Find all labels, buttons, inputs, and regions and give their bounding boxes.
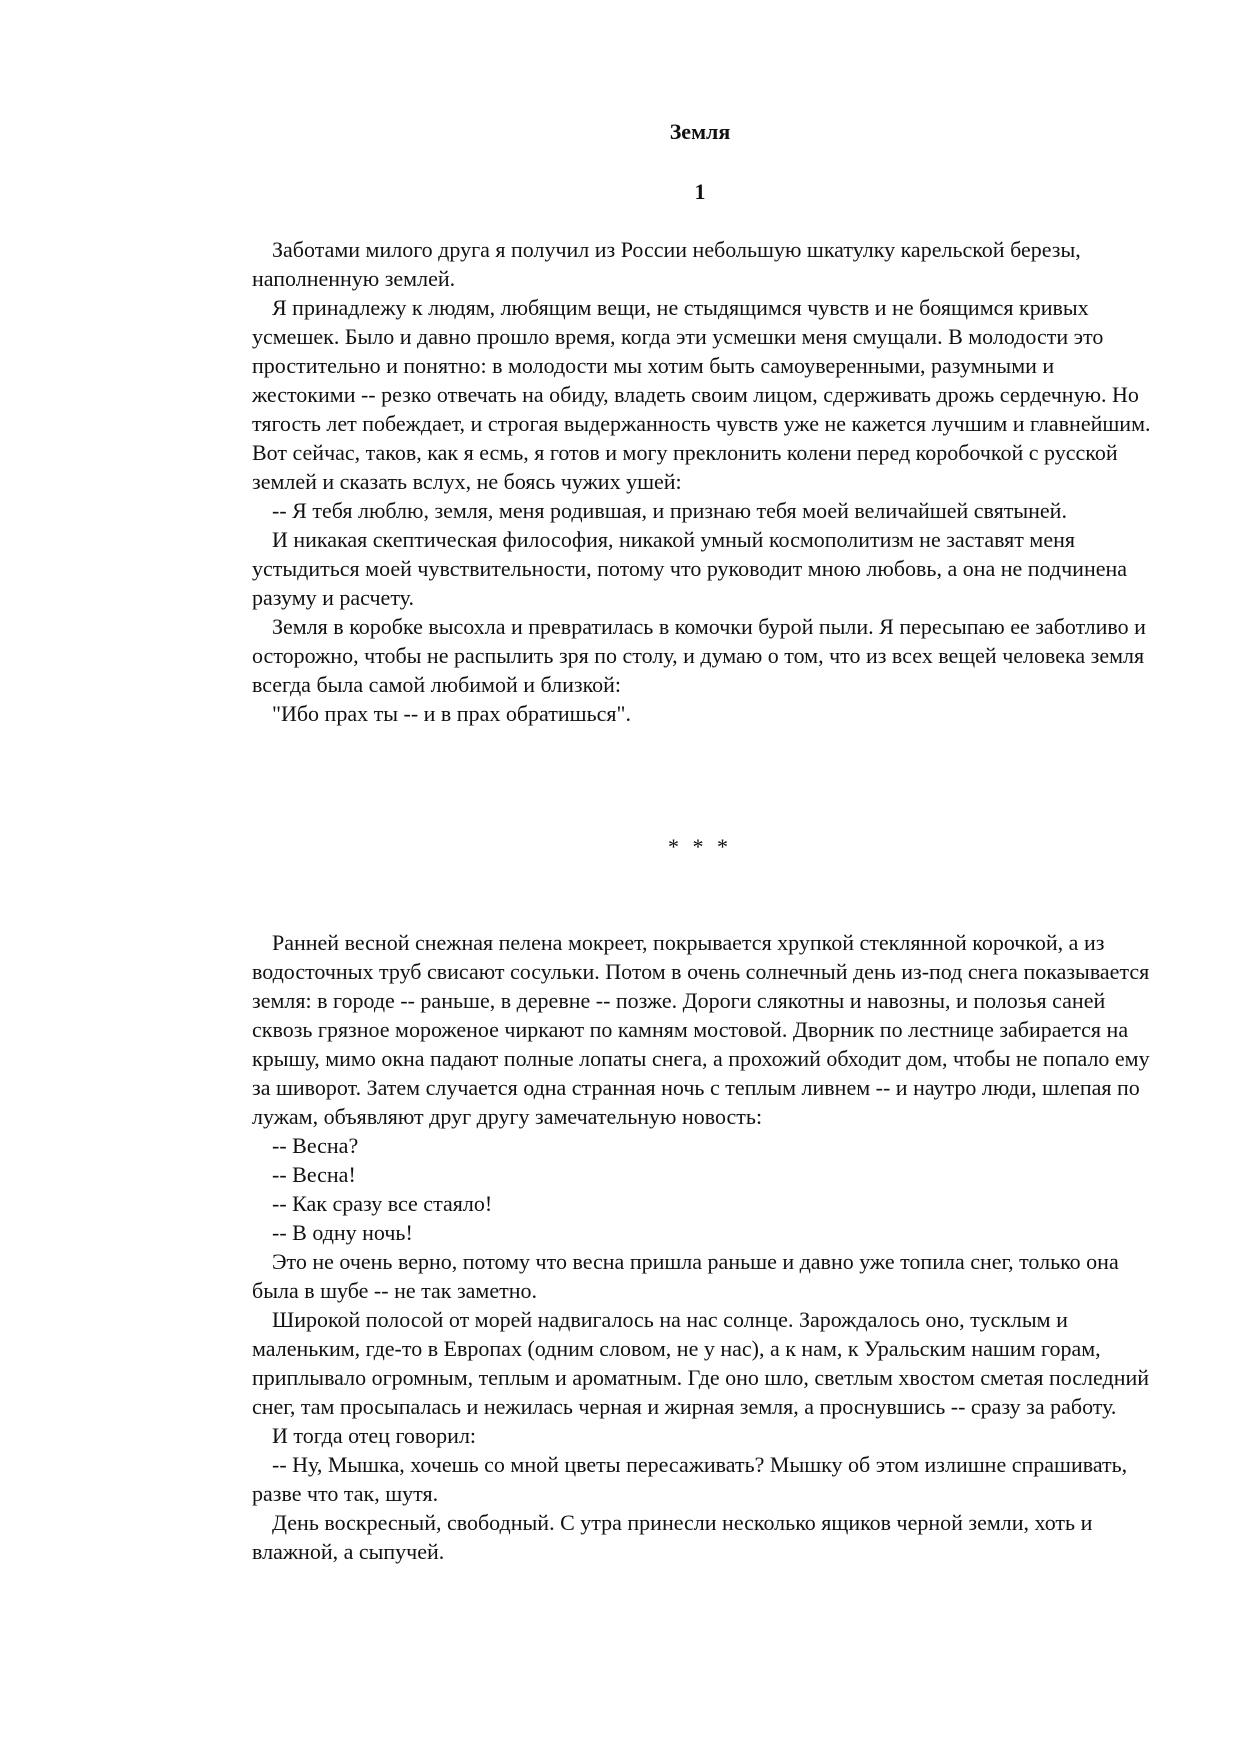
paragraph: Ранней весной снежная пелена мокреет, покрывается хрупкой стеклянной корочкой, а из водосточных труб свисают сосульки. Потом в очень солнечный день из-под снега показывается земля: в городе -- раньше, в деревне -- позже. Дороги слякотны и навозны, и полозья саней сквозь грязное мороженое чиркают по камням мостовой. Дворник по лестнице забирается на крышу, мимо окна падают полные лопаты снега, а прохожий обходит дом, чтобы не попало ему за шиворот. Затем случается одна странная ночь с теплым ливнем -- и наутро люди, шлепая по лужам, объявляют друг другу замечательную новость:: [252, 930, 1150, 1129]
section-1: [252, 235, 1152, 728]
paragraph: Заботами милого друга я получил из России небольшую шкатулку карельской березы, наполненную землей.: [252, 237, 1081, 291]
chapter-number: 1: [694, 179, 706, 204]
section-2: [252, 928, 1152, 1566]
dialogue-line: -- Как сразу все стаяло!: [272, 1191, 493, 1216]
paragraph: И тогда отец говорил:: [272, 1423, 477, 1448]
paragraph: Земля в коробке высохла и превратилась в комочки бурой пыли. Я пересыпаю ее заботливо и осторожно, чтобы не распылить зря по столу, и думаю о том, что из всех вещей человека земля всегда была самой любимой и близкой:: [252, 614, 1146, 697]
document-title: Земля: [669, 119, 731, 144]
paragraph: День воскресный, свободный. С утра принесли несколько ящиков черной земли, хоть и влажной, а сыпучей.: [252, 1510, 1093, 1564]
dialogue-line: -- Весна?: [272, 1133, 359, 1158]
paragraph: "Ибо прах ты -- и в прах обратишься".: [272, 701, 631, 726]
paragraph: И никакая скептическая философия, никакой умный космополитизм не заставят меня устыдиться моей чувствительности, потому что руководит мною любовь, а она не подчинена разуму и расчету.: [252, 527, 1128, 610]
paragraph: -- Я тебя люблю, земля, меня родившая, и признаю тебя моей величайшей святыней.: [272, 498, 1067, 523]
dialogue-line: -- В одну ночь!: [272, 1220, 413, 1245]
dialogue-line: -- Весна!: [272, 1162, 356, 1187]
section-separator: * * *: [668, 834, 732, 859]
paragraph: Широкой полосой от морей надвигалось на нас солнце. Зарождалось оно, тусклым и маленьким, где-то в Европах (одним словом, не у нас), а к нам, к Уральским нашим горам, приплывало огромным, теплым и ароматным. Где оно шло, светлым хвостом сметая последний снег, там просыпалась и нежилась черная и жирная земля, а проснувшись -- сразу за работу.: [252, 1307, 1150, 1419]
paragraph: Это не очень верно, потому что весна пришла раньше и давно уже топила снег, только она была в шубе -- не так заметно.: [252, 1249, 1119, 1303]
paragraph: Я принадлежу к людям, любящим вещи, не стыдящимся чувств и не боящимся кривых усмешек. Было и давно прошло время, когда эти усмешки меня смущали. В молодости это простительно и понятно: в молодости мы хотим быть самоуверенными, разумными и жестокими -- резко отвечать на обиду, владеть своим лицом, сдерживать дрожь сердечную. Но тягость лет побеждает, и строгая выдержанность чувств уже не кажется лучшим и главнейшим. Вот сейчас, таков, как я есмь, я готов и могу преклонить колени перед коробочкой с русской землей и сказать вслух, не боясь чужих ушей:: [252, 295, 1151, 494]
paragraph: -- Ну, Мышка, хочешь со мной цветы пересаживать? Мышку об этом излишне спрашивать, разве что так, шутя.: [252, 1452, 1128, 1506]
